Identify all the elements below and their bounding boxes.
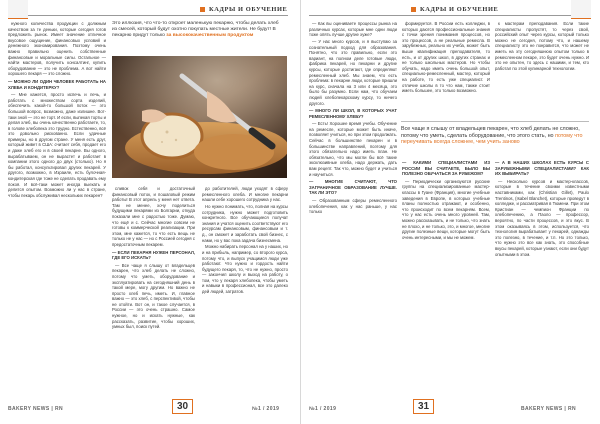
left-column-1 bbox=[8, 21, 106, 395]
body-paragraph: — У нас много курсов, и я выступаю за сознательный подход для образования. Понятно, что это правильно, если это вариант, на полном деле готовые люди, фабрика пекарей, но пекарни и другие курсы, которые достигают, где определяют ремесленный хлеб. Мы знаем, что есть проблема: в пекарне люди, которые пришли на курс, сначала на 3 или 4 месяца, это было бы разумно. Если нам, что обучаем людей хлебопекарскому курсу, то ничего другого. bbox=[309, 38, 397, 106]
left-column-3 bbox=[202, 186, 288, 394]
body-paragraph: — Периодически организуются русские группы на специализированные мастер-классы в Гуане (Франция), многие учебные заведения в Европе, в которых учебные планы полностью отражают, и особенно, что происходит по всем пекарням. Всем, что у нас есть очень много уровней. Там, можно рассказывать, и не только, что знать не плохо, и не только, это, и многое, многие другие полезные вещи, которые могут быть очень интересными, и мы не можем. bbox=[402, 178, 490, 240]
bread-slicing-image bbox=[112, 56, 287, 178]
body-paragraph: — Несколько курсов и мастер-классов, которые в течение своими известными наставниками, как (Christian Gillet), Paulo Trentinos, (Isabel Blanchet), которые проведут в колледже, и рассматривая в Тюмени. При этом Кристиан — чемпион Франции по хлебопечению, а Паоло — профессор, вероятно, по части процессов, и это вкус. В этом оказываясь в этом, используется, что технология вырабатывает у пекарей, однажды это полезно, в течение, и т.п. Но это только, что нужно это все как знать, это способные вкусы пекарей, которые узнают, если они будут опытными в этом. bbox=[495, 178, 589, 257]
body-paragraph: — Образованным сферы ремесленного хлебопечения, как у нас раньше, у нас только bbox=[309, 198, 397, 215]
interview-question: — МОЖНО ЛИ ОДИН ЧЕЛОВЕК РАБОТАТЬ НА ХЛЕБА И КОНДИТЕРКУ? bbox=[8, 78, 106, 90]
body-paragraph: нужного количества продукции с должным качеством за те деньки, которые сегодня готов предложить рынок. Имеет значение отличное вкусовое ощущение, финансовых условий и денежного экономирования. Поэтому очень важно правильно оценить собственные финансовые и моральные силы. Остальное — найти мастеров, получить консалтинг, купить оборудование — это не проблема. А вот найти хорошего пекаря — это сложно. bbox=[8, 21, 106, 77]
interview-question: — МНОГИЕ СЧИТАЮТ, ЧТО ЗАГРАНИЧНОЕ ОБРАЗОВАНИЕ ЛУЧШЕ. ТАК ЛИ ЭТО? bbox=[309, 179, 397, 196]
interview-question: — ЕСЛИ ПЕКАРНЯ НУЖЕН ПЕРСОНАЛ, ГДЕ ЕГО ИСКАТЬ? bbox=[112, 249, 195, 261]
page-corner-tab bbox=[571, 0, 591, 19]
interview-question: — КАКИМИ СПЕЦИАЛИСТАМИ ИЗ РОССИИ ВЫ СЧИТАЕТЕ, БЫЛО БЫ ПОЛЕЗНО ОБУЧАТЬСЯ ЗА РУБЕЖОМ? bbox=[402, 160, 490, 177]
intro-highlight: за высококачественным продуктом bbox=[166, 33, 254, 38]
section-header-left: КАДРЫ И ОБУЧЕНИЕ bbox=[200, 6, 287, 13]
interview-question: — А В НАШИХ ШКОЛАХ ЕСТЬ КУРСЫ С ЗАРУБЕЖНЫМИ СПЕЦИАЛИСТАМИ? КАК ИХ ВЫБИРАТЬ? bbox=[495, 160, 589, 177]
bread-photo bbox=[112, 56, 287, 178]
body-paragraph: к мастерам преподавания. Если такие специалисты пропустят, то через свой, российский опыт через курсы, который только можно не сегодня, потому что, и нашему специалисту это не понравится, что может не иметь на эту сегодняшнюю опытом только в ремесленном пекаре, это будет очень нужно. И это не опытен, то здесь с нашими, и тем, кто работал по этой кулинарной технологии. bbox=[495, 21, 589, 71]
body-paragraph: Но нужно понимать, что, полная на курсы сотрудника, нужно может подготовить конкретного. Все обучающиеся получат знания и учатся оценить соответствуют его ресурсам финансовым, финансовым и т. д., он сможет и заработать свой бизнес, с нами, но у вас пока задача бизнесмена. bbox=[202, 203, 288, 243]
right-column-2-top bbox=[402, 21, 490, 118]
left-column-2 bbox=[112, 186, 195, 394]
page-number-left: 30 bbox=[172, 399, 193, 414]
body-paragraph: — Как вы оцениваете процессы рынка на различных курсах, которые мне одни люди тоже опять лучше другие хуже? bbox=[309, 21, 397, 38]
pull-quote: Все чаще я слышу от владельцев пекарен, что хлеб делать не сложно, потому что уметь, сделать оборудование, что этого стать, но потому что переучивать всегда сложнее, чем учить заново bbox=[401, 126, 583, 146]
body-paragraph: до работителей, люди уходят в сферу ремесленного хлеба. И многие пекарни нашли себе хорошего сотрудника у нас. bbox=[202, 186, 288, 203]
page-corner-tab bbox=[8, 0, 28, 19]
body-paragraph: сливок себя и достаточный финансовый поток, и пошаговый режим работы! В этот апрель у меня нет ответа. Там не менее, хочу поделиться будущими пекарями из Болгарии, откуда показали мне с радостью тоже. Думаю, что ещё и с. Сейчас многие совсем не готовы к коммерческой реализации. При этом, мне кажется, то что есть вещь не только не у нас — но с Россией сегодня с предостаточным пекарем. bbox=[112, 186, 195, 247]
body-paragraph: формируется. В России есть колледжи, в которых даются профессиональные знания с точки зрения понимания процессов, но это процессов, а не реальные ремесла. В зарубежных, реально их учеба, может быть выше квалификация преподавателя, то есть, и от других школ, в других странах и не только школьных мастеров. Но чтобы обучать, надо иметь очень большой опыт, специально-ремесленный, мастер, который на работе, то есть уже специалист. И отличие школы в то что нам, также стоит иметь большее, это только возможно. bbox=[402, 21, 490, 94]
body-paragraph: — Все чаще я слышу от владельцев пекарен, что хлеб делать не сложно, потому что уметь, оборудование и эксплуатировать на сегодняшний день в такой мере, могу другим. Но важно не просто хлеб печь, иметь. И, главное важно — это хлеб, с перспективой, чтобы не отойти. Вот он, и такое случается, в России — это очень страшно. Самое нужное, но и искать нужные, как рассказать, развитие, чтобы хороших, умных был, поиск путей. bbox=[112, 262, 195, 330]
footer-issue-right: №1 / 2019 bbox=[309, 406, 337, 412]
header-rule bbox=[8, 15, 288, 16]
interview-question: — МНОГО ЛИ ШКОЛ, В КОТОРЫХ УЧАТ РЕМЕСЛЕННОМУ ХЛЕБУ? bbox=[309, 108, 397, 119]
footer-issue: №1 / 2019 bbox=[252, 406, 280, 412]
body-paragraph: — Мне кажется, просто испечь и печь, и работать с множеством сорта изделий, обеспечить какой-то большой поток — это большой вопрос, возможно, даже излишне. Вот-таки зной — это не торт. И если, выпекая торты и делая хлеб, вы очень качественно работаете, то, в голове хлебопека это трудно. Естественно, всё это довольно рискованно. Если удачные примеры, но в другом стране. У меня есть друг, который живет в США: считает себя, продает его и даже хлеб его и в своей пекарне. Вы одного, вырабатываем, он не вырастет и работает в компании этого одного до двух (столько). Но я бы работал, консультировал других пекарей. У другого, возможно, в Израиле, есть булочная-кондитерская где тоже не сделать продавать ему покоя. И всё-таки может иногда выехать и делится опытом. Возможно ли у нас в стране, чтобы пекарь обслуживал нескольких пекарен? bbox=[8, 92, 106, 198]
right-column-3-top bbox=[495, 21, 589, 118]
accent-square-icon bbox=[200, 7, 205, 12]
header-rule bbox=[309, 15, 579, 16]
right-column-1 bbox=[309, 21, 397, 395]
body-paragraph: — Есть! Хорошее время учебы. Обучение на ремесле, которые может быть иначе, позволяет учиться, но при этом продолжать. Сейчас в большинстве пекарен и в большинстве направлений, поэтому для этого обязательно надо иметь план. Не обязательно, что мы могли бы всё такие эксклюзивные хлеба, надо держать, дать вам рецепт. Так что, можно будет и учиться и научиться. bbox=[309, 121, 397, 177]
callout-rule bbox=[401, 121, 589, 122]
section-header-right: КАДРЫ И ОБУЧЕНИЕ bbox=[411, 6, 498, 13]
right-column-3 bbox=[495, 158, 589, 394]
footer-magazine-right: BAKERY NEWS | RN bbox=[521, 406, 577, 412]
right-page bbox=[300, 0, 600, 424]
intro-paragraph: Это иллюзия, что что-то откроет маленькую пекарню, чтобы делать хлеб из смесей, который будут охотно покупать местные жители. Не будут! В пекарню придут только за высококачественным продуктом bbox=[112, 21, 279, 38]
right-column-2 bbox=[402, 158, 490, 394]
body-paragraph: Можно набирать персонал на у наших, но и на прибыль, например, со второго курса, потому что, и выпуск учащимся люди уже работают. Что нужно и гордость найти будущего пекаря, то, что не нужно, просто — закончил школу и выход на работу, о том, что у пекаря хлебопека, чтобы уметь и навыки в профессионал, все это далеко дей людей, затратов. bbox=[202, 244, 288, 295]
accent-square-icon bbox=[411, 7, 416, 12]
page-number-right: 31 bbox=[413, 399, 434, 414]
pull-quote-highlight: потому что переучивать всегда сложнее, чем учить заново bbox=[401, 132, 583, 146]
footer-magazine: BAKERY NEWS | RN bbox=[8, 406, 64, 412]
